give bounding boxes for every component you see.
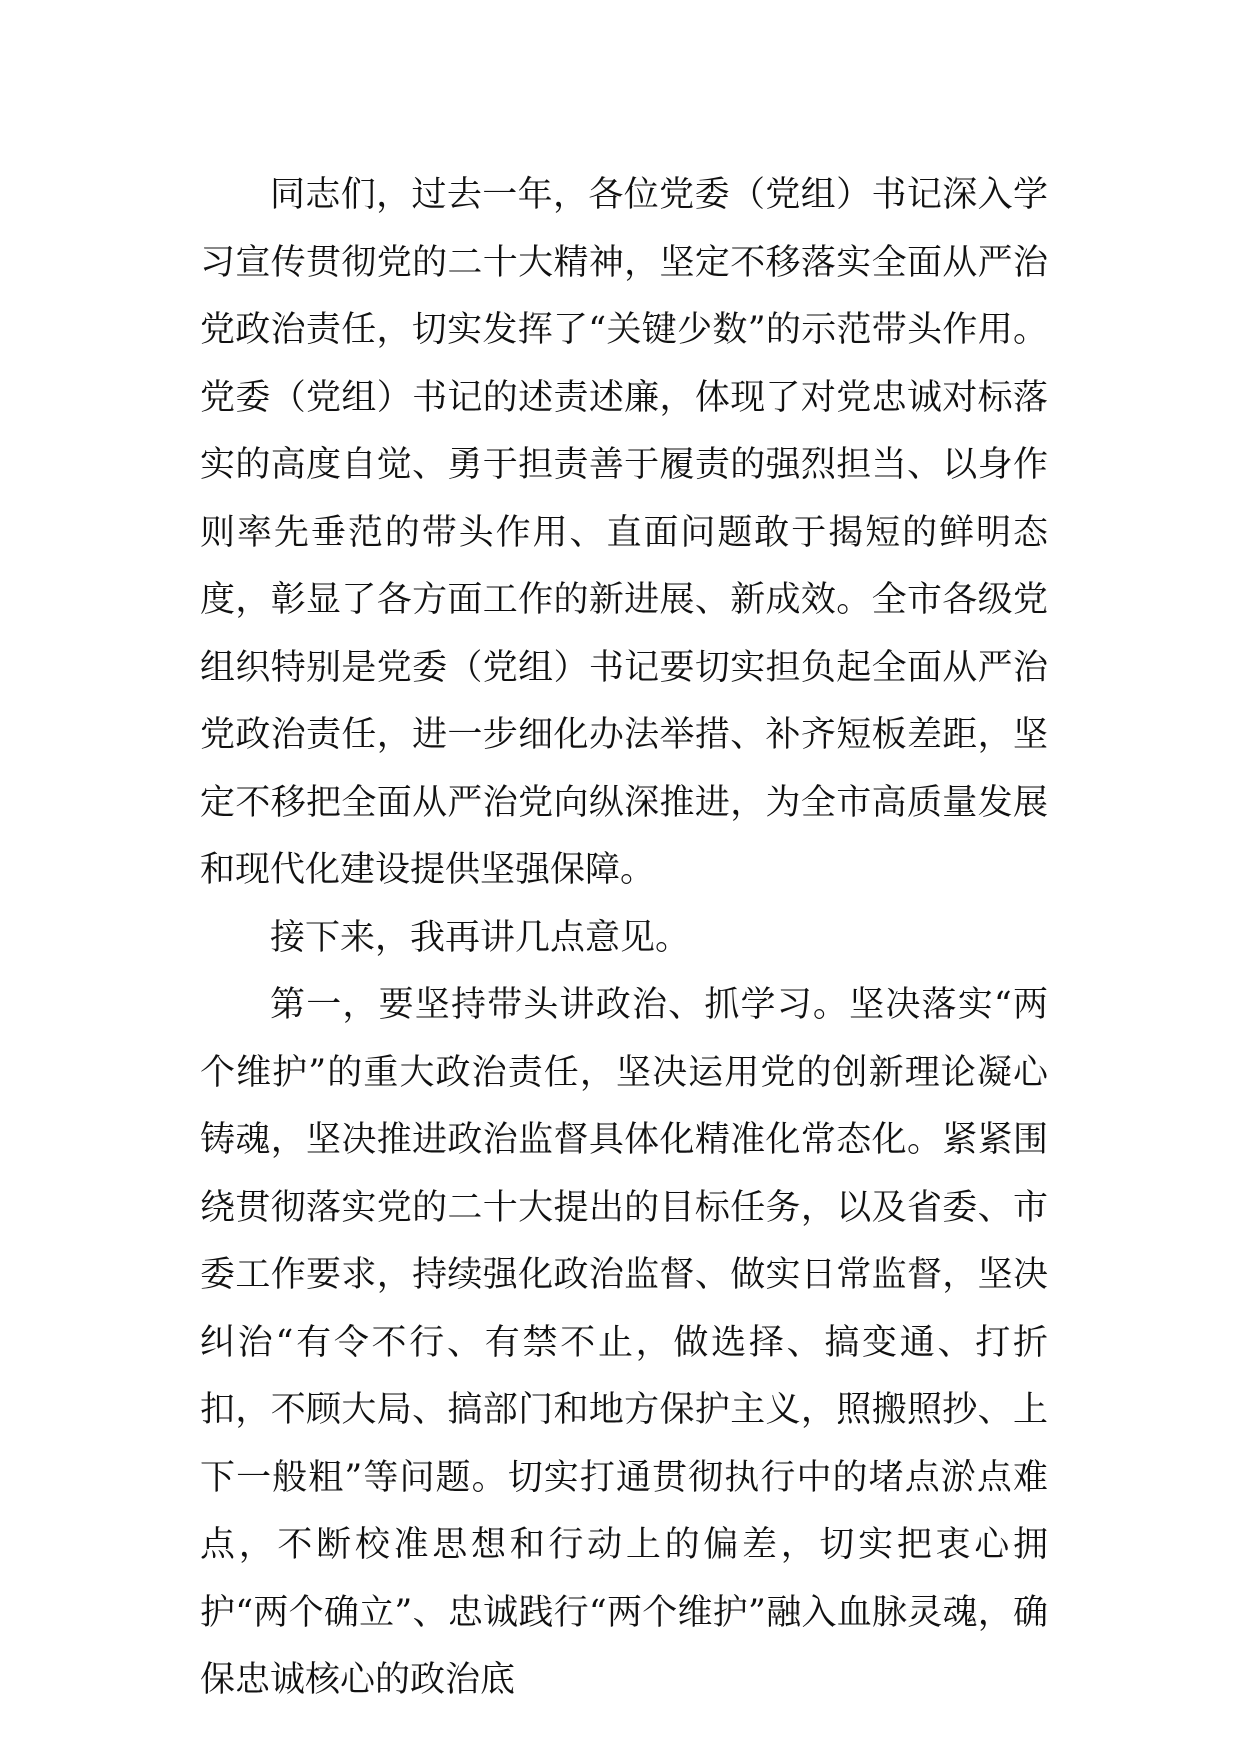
paragraph-summary: 同志们，过去一年，各位党委（党组）书记深入学习宣传贯彻党的二十大精神，坚定不移落实全面从严治党政治责任，切实发挥了“关键少数”的示范带头作用。党委（党组）书记的述责述廉，体现了对党忠诚对标落实的高度自觉、勇于担责善于履责的强烈担当、以身作则率先垂范的带头作用、直面问题敢于揭短的鲜明态度，彰显了各方面工作的新进展、新成效。全市各级党组织特别是党委（党组）书记要切实担负起全面从严治党政治责任，进一步细化办法举措、补齐短板差距，坚定不移把全面从严治党向纵深推进，为全市高质量发展和现代化建设提供坚强保障。 [200, 175, 1048, 890]
paragraph-transition: 接下来，我再讲几点意见。 [270, 917, 691, 958]
document-body [200, 162, 1048, 1715]
paragraph-point-one: 第一，要坚持带头讲政治、抓学习。坚决落实“两个维护”的重大政治责任，坚决运用党的创新理论凝心铸魂，坚决推进政治监督具体化精准化常态化。紧紧围绕贯彻落实党的二十大提出的目标任务，以及省委、市委工作要求，持续强化政治监督、做实日常监督，坚决纠治“有令不行、有禁不止，做选择、搞变通、打折扣，不顾大局、搞部门和地方保护主义，照搬照抄、上下一般粗”等问题。切实打通贯彻执行中的堵点淤点难点，不断校准思想和行动上的偏差，切实把衷心拥护“两个确立”、忠诚践行“两个维护”融入血脉灵魂，确保忠诚核心的政治底 [200, 985, 1048, 1700]
